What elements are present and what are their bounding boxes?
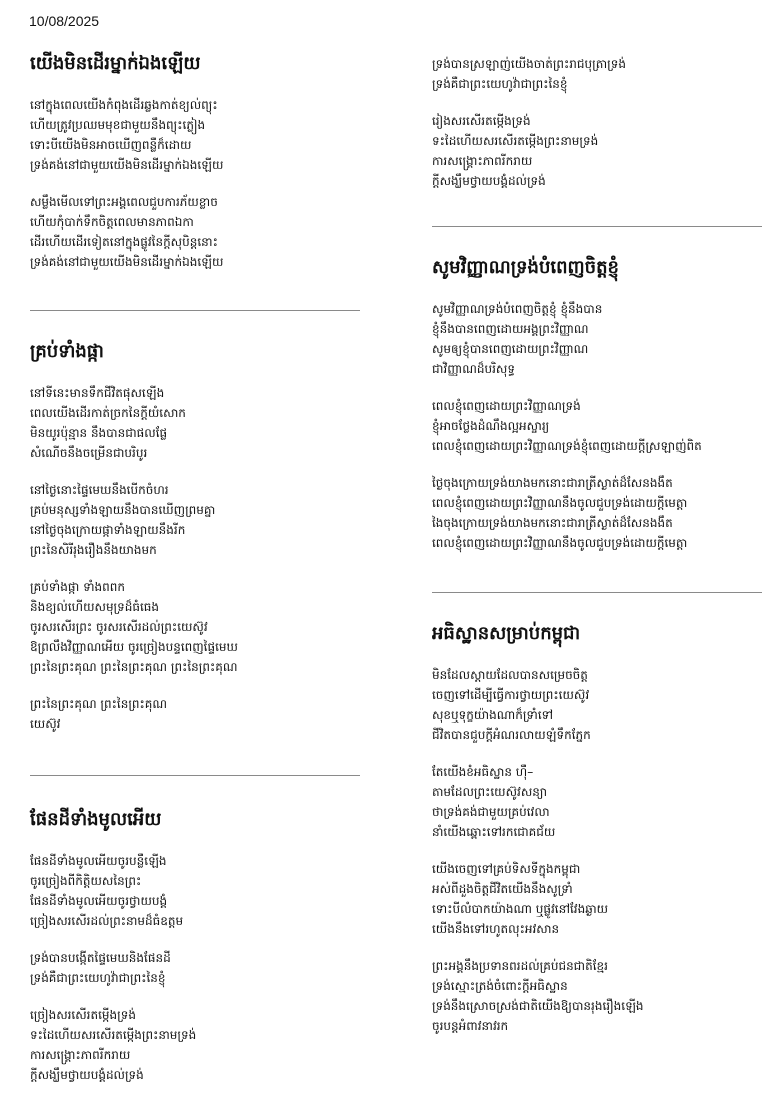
- stanza: [432, 665, 767, 745]
- stanza: [30, 948, 365, 988]
- lyric-line: ទ្រង់គង់នៅជាមួយយើងមិនដើរម្នាក់ឯងឡើយ: [30, 255, 224, 270]
- stanza: [432, 111, 767, 191]
- stanza: [30, 95, 365, 175]
- lyric-line: ដើរហើយដើរទៀតនៅក្នុងផ្លូវនៃក្តីសុបិន្តនោះ: [30, 235, 218, 250]
- song-section: [432, 256, 767, 570]
- lyric-line: ក្តីសង្ឃឹមថ្វាយបង្គំដល់ទ្រង់: [432, 174, 546, 188]
- print-date: 10/08/2025: [29, 13, 100, 29]
- lyric-line: សម្លឹងមើលទៅព្រះអង្គពេលជួបការភ័យខ្លាច: [30, 195, 218, 210]
- lyric-line: យើងនឹងទៅរហូតលុះអវសាន: [432, 922, 560, 937]
- lyric-line: នៅក្នុងពេលយើងកំពុងដើរឆ្លងកាត់ខ្យល់ព្យុះ: [30, 98, 218, 113]
- stanza: [432, 54, 767, 94]
- song-section: [30, 808, 365, 1102]
- lyric-line: មិនដែលស្តាយដែលបានសម្រេចចិត្ត: [432, 668, 588, 683]
- section-divider: [432, 226, 762, 227]
- lyric-line: ព្រះអង្គនឹងប្រទានពរដល់គ្រប់ជនជាតិខ្មែរ: [432, 959, 608, 974]
- lyric-line: ផែនដីទាំងមូលអើយចូរថ្វាយបង្គំ: [30, 894, 168, 909]
- stanza: [432, 473, 767, 553]
- lyric-line: ក្តីសង្ឃឹមថ្វាយបង្គំដល់ទ្រង់: [30, 1068, 144, 1083]
- lyric-line: ការសង្គ្រោះភាពរីករាយ: [432, 154, 533, 168]
- lyric-line: ទ្រង់បានស្រឡាញ់យើងចាត់ព្រះរាជបុត្រាទ្រង់: [432, 57, 626, 71]
- lyric-line: ទោះបីយើងមិនអាចឃើញពន្លឺក៏ដោយ: [30, 138, 192, 153]
- lyric-line: នាំយើងឆ្ពោះទៅរកជោគជ័យ: [432, 825, 556, 840]
- lyric-line: ហើយត្រូវប្រឈមមុខជាមួយនឹងព្យុះភ្លៀង: [30, 118, 206, 133]
- lyric-line: ថ្ងៃចុងក្រោយទ្រង់យាងមកនោះជារាត្រីស្ងាត់ដ៏សែនងងឹត: [432, 476, 673, 491]
- lyric-line: ខ្ញុំអាចថ្លែងដំណឹងល្អអស្ចារ្យ: [432, 419, 550, 434]
- lyric-line: ចូរបន្តអំពាវនាវរក: [432, 1019, 509, 1034]
- song-title: អធិស្ឋានសម្រាប់កម្ពុជា: [432, 623, 581, 644]
- lyric-line: ទោះបីលំបាកយ៉ាងណា ឬផ្លូវនៅវែងឆ្ងាយ: [432, 902, 609, 917]
- lyric-line: ទះដៃហើយសរសើរតម្កើងព្រះនាមទ្រង់: [30, 1028, 197, 1043]
- lyric-line: នៅទីនេះមានទឹកជីវិតផុសឡើង: [30, 386, 165, 401]
- lyric-line: ឱព្រលឹងវិញ្ញាណអើយ ចូរច្រៀងបន្ទពេញផ្ទៃមេឃ: [30, 640, 238, 655]
- lyric-line: ទ្រង់បានបង្កើតផ្ទៃមេឃនិងផែនដី: [30, 951, 171, 966]
- lyric-line: អស់ពីដួងចិត្តជីវិតយើងនឹងសូទ្រាំ: [432, 882, 573, 897]
- stanza: [432, 762, 767, 842]
- song-title: គ្រប់ទាំងផ្កា: [30, 341, 104, 362]
- lyric-line: ការសង្គ្រោះភាពរីករាយ: [30, 1048, 131, 1063]
- lyric-line: សូមវិញ្ញាណទ្រង់បំពេញចិត្តខ្ញុំ ខ្ញុំនឹងបាន: [432, 302, 603, 317]
- song-continuation: [432, 54, 767, 208]
- lyric-line: គ្រប់ទាំងផ្កា ទាំងពពក: [30, 580, 125, 595]
- stanza: [30, 383, 365, 463]
- lyric-line: នៅថ្ងៃចុងក្រោយផ្កាទាំងឡាយនឹងរីក: [30, 523, 186, 538]
- lyric-line: ចេញទៅដើម្បីធ្វើការថ្វាយព្រះយេស៊ូវ: [432, 688, 590, 703]
- lyric-line: ទ្រង់ស្មោះត្រង់ចំពោះក្តីអធិស្ឋាន: [432, 979, 568, 994]
- section-divider: [432, 592, 762, 593]
- lyric-line: ងៃចុងក្រោយទ្រង់យាងមកនោះជារាត្រីស្ងាត់ដ៏សែនងងឹត: [432, 516, 673, 531]
- lyric-line: មិនយូរប៉ុន្មាន នឹងបានជាផលផ្លែ: [30, 426, 168, 441]
- lyric-line: ទ្រង់គឺជាព្រះយេហូវ៉ាជាព្រះនៃខ្ញុំ: [30, 971, 166, 986]
- lyric-line: ទ្រង់នឹងស្រោចស្រង់ជាតិយើងឱ្យបានរុងរឿងឡើង: [432, 999, 644, 1014]
- lyric-line: នៅថ្ងៃនោះផ្ទៃមេឃនឹងបើកចំហរ: [30, 483, 169, 498]
- lyric-line: ពេលខ្ញុំពេញដោយព្រះវិញ្ញាណទ្រង់ខ្ញុំពេញដោយក្តីស្រឡាញ់ពិត: [432, 439, 702, 454]
- lyric-line: សូមឲ្យខ្ញុំបានពេញដោយព្រះវិញ្ញាណ: [432, 342, 589, 357]
- lyric-line: យេស៊ូវ: [30, 717, 61, 732]
- lyric-line: ទះដៃហើយសរសើរតម្កើងព្រះនាមទ្រង់: [432, 134, 599, 148]
- lyric-line: គ្រប់មនុស្សទាំងឡាយនឹងបានឃើញព្រមគ្នា: [30, 503, 216, 518]
- stanza: [432, 299, 767, 379]
- lyric-line: ពេលយើងដើរកាត់ច្រកនៃក្តីយំសោក: [30, 406, 186, 421]
- lyric-line: ពេលខ្ញុំពេញដោយព្រះវិញ្ញាណនឹងចូលជួបទ្រង់ដោយក្តីមេត្តា: [432, 496, 688, 511]
- lyric-line: យើងចេញទៅគ្រប់ទិសទីក្នុងកម្ពុជា: [432, 862, 581, 877]
- lyric-line: ផែនដីទាំងមូលអើយចូរបន្លឺឡើង: [30, 854, 167, 869]
- lyric-line: ជីវិតបានជួបក្តីអំណរលាយឡំទឹកភ្នែក: [432, 728, 591, 743]
- stanza: [30, 577, 365, 677]
- lyric-line: ទ្រង់គឺជាព្រះយេហូវ៉ាជាព្រះនៃខ្ញុំ: [432, 77, 568, 91]
- stanza: [432, 956, 767, 1036]
- stanza: [432, 396, 767, 456]
- lyric-line: ទ្រង់គង់នៅជាមួយយើងមិនដើរម្នាក់ឯងឡើយ: [30, 158, 224, 173]
- song-title: ផែនដីទាំងមូលអើយ: [30, 809, 162, 830]
- lyric-line: ចូរសរសើរព្រះ ចូរសរសើរដល់ព្រះយេស៊ូវ: [30, 620, 208, 635]
- lyric-line: តាមដែលព្រះយេស៊ូវសន្យា: [432, 785, 548, 800]
- stanza: [30, 480, 365, 560]
- lyric-line: ព្រះនៃសិរីរុងរឿងនឹងយាងមក: [30, 543, 157, 558]
- lyric-line: ពេលខ្ញុំពេញដោយព្រះវិញ្ញាណទ្រង់: [432, 399, 581, 414]
- stanza: [30, 192, 365, 272]
- lyric-line: សុខឬទុក្ខយ៉ាងណាក៏ទ្រាំទៅ: [432, 708, 554, 723]
- lyric-line: ហើយកុំបាក់ទឹកចិត្តពេលមានភាពឯកា: [30, 215, 194, 230]
- stanza: [30, 851, 365, 931]
- lyric-line: ជាវិញ្ញាណដ៏បរិសុទ្ធ: [432, 362, 515, 377]
- section-divider: [30, 775, 360, 776]
- stanza: [432, 859, 767, 939]
- lyric-line: និងខ្យល់ហើយសមុទ្រដ៏ធំធេង: [30, 600, 160, 615]
- song-title: យើងមិនដើរម្នាក់ឯងឡើយ: [30, 53, 201, 74]
- lyric-line: ច្រៀងសរសើរដល់ព្រះនាមដ៏ធំឧត្តម: [30, 914, 184, 929]
- lyric-line: ខ្ញុំនឹងបានពេញដោយអង្គព្រះវិញ្ញាណ: [432, 322, 589, 337]
- lyric-line: ពេលខ្ញុំពេញដោយព្រះវិញ្ញាណនឹងចូលជួបទ្រង់ដោយក្តីមេត្តា: [432, 536, 688, 551]
- lyric-line: ថាទ្រង់គង់ជាមួយគ្រប់វេលា: [432, 805, 550, 820]
- stanza: [30, 1005, 365, 1085]
- lyric-line: ចូរច្រៀងពីកិត្តិយសនៃព្រះ: [30, 874, 142, 889]
- lyric-line: សំណើចនឹងចម្រើនជាបរិបូរ: [30, 446, 148, 461]
- lyric-line: រៀងសរសើរតម្កើងទ្រង់: [432, 114, 531, 128]
- song-section: [30, 52, 365, 289]
- lyric-line: តែយើងខំអធិស្ឋាន ហ៊ឺ–: [432, 765, 534, 780]
- section-divider: [30, 310, 360, 311]
- lyric-line: ព្រះនៃព្រះគុណ ព្រះនៃព្រះគុណ ព្រះនៃព្រះគុណ: [30, 660, 238, 675]
- lyric-line: ច្រៀងសរសើរតម្កើងទ្រង់: [30, 1008, 136, 1023]
- lyric-line: ព្រះនៃព្រះគុណ ព្រះនៃព្រះគុណ: [30, 697, 168, 712]
- song-section: [432, 622, 767, 1053]
- stanza: [30, 694, 365, 734]
- song-title: សូមវិញ្ញាណទ្រង់បំពេញចិត្តខ្ញុំ: [432, 257, 619, 278]
- song-section: [30, 340, 365, 751]
